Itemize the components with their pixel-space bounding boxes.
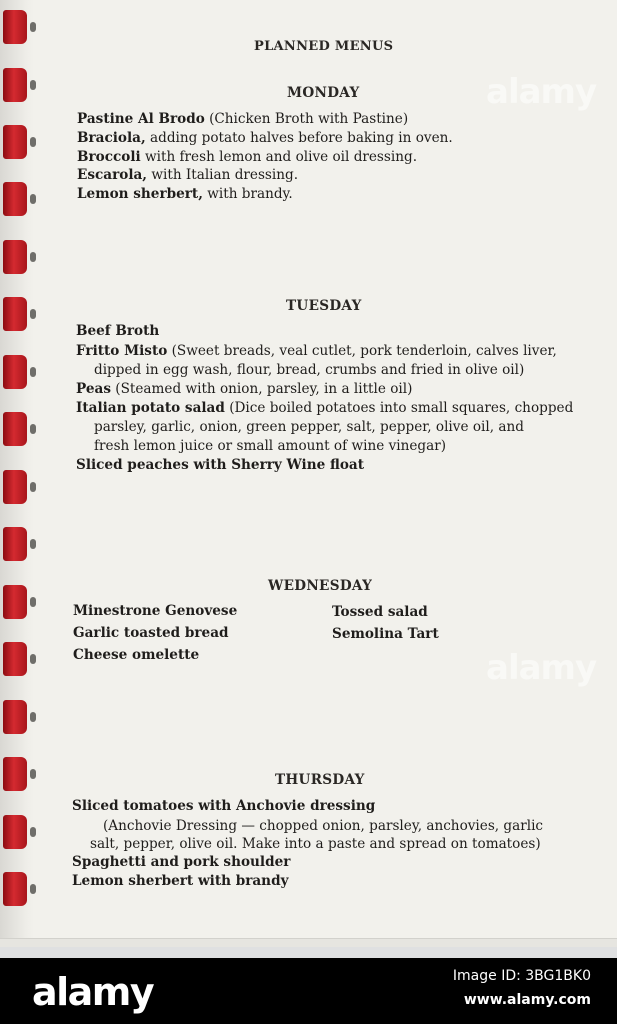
menu-line — [77, 185, 293, 203]
binding-coil — [3, 412, 35, 448]
dish-name: Broccoli — [77, 149, 141, 165]
binding-coil — [3, 872, 35, 908]
binding-coil — [3, 527, 35, 563]
thursday-heading: THURSDAY — [275, 772, 365, 788]
binding-coil — [3, 700, 35, 736]
image-id-label: Image ID: 3BG1BK0 — [452, 968, 591, 984]
binding-coil — [3, 585, 35, 621]
dish-note: salt, pepper, olive oil. Make into a paste and spread on tomatoes) — [90, 836, 541, 852]
dish-name: Sliced tomatoes with Anchovie dressing — [72, 798, 376, 814]
dish-note: adding potato halves before baking in oven. — [145, 130, 453, 146]
dish-name: Braciola, — [77, 130, 146, 146]
dish-name: Italian potato salad — [76, 400, 225, 416]
binding-coil — [3, 757, 35, 793]
binding-coil — [3, 355, 35, 391]
menu-line — [77, 129, 453, 147]
dish-name: Tossed salad — [332, 604, 428, 620]
site-url: www.alamy.com — [463, 992, 591, 1008]
monday-heading: MONDAY — [287, 85, 360, 101]
binding-coil — [3, 68, 35, 104]
dish-name: Pastine Al Brodo — [77, 111, 205, 127]
binding-coil — [3, 125, 35, 161]
menu-line — [76, 342, 557, 360]
dish-note: (Dice boiled potatoes into small squares, chopped — [224, 400, 574, 416]
dish-note: (Anchovie Dressing — chopped onion, parsley, anchovies, garlic — [103, 818, 544, 834]
dish-name: Lemon sherbert with brandy — [72, 873, 289, 889]
dish-note: (Steamed with onion, parsley, in a little oil) — [110, 381, 413, 397]
dish-note: with fresh lemon and olive oil dressing. — [140, 149, 418, 165]
dish-name: Spaghetti and pork shoulder — [72, 854, 291, 870]
tuesday-heading: TUESDAY — [286, 298, 362, 314]
dish-note: (Sweet breads, veal cutlet, pork tenderloin, calves liver, — [167, 343, 557, 359]
binding-coil — [3, 642, 35, 678]
dish-name: Sliced peaches with Sherry Wine float — [76, 457, 365, 473]
menu-line — [76, 399, 573, 417]
dish-name: Cheese omelette — [73, 647, 200, 663]
dish-note: fresh lemon juice or small amount of wine vinegar) — [94, 438, 447, 454]
dish-name: Fritto Misto — [76, 343, 168, 359]
dish-name: Lemon sherbert, — [77, 186, 203, 202]
dish-note: dipped in egg wash, flour, bread, crumbs and fried in olive oil) — [94, 362, 525, 378]
dish-note: parsley, garlic, onion, green pepper, salt, pepper, olive oil, and — [94, 419, 524, 435]
binding-coil — [3, 815, 35, 851]
wednesday-heading: WEDNESDAY — [268, 578, 373, 594]
dish-note: with brandy. — [202, 186, 293, 202]
alamy-logo: alamy — [32, 970, 154, 1014]
menu-line — [77, 148, 417, 166]
watermark: alamy — [486, 72, 597, 112]
binding-coil — [3, 470, 35, 506]
dish-name: Escarola, — [77, 167, 148, 183]
page-edge — [0, 938, 617, 947]
binding-coil — [3, 10, 35, 46]
binding-coil — [3, 240, 35, 276]
binding-coil — [3, 297, 35, 333]
dish-name: Minestrone Genovese — [73, 603, 238, 619]
page-title: PLANNED MENUS — [254, 39, 394, 54]
dish-note: with Italian dressing. — [147, 167, 299, 183]
dish-note: (Chicken Broth with Pastine) — [204, 111, 409, 127]
menu-line — [77, 110, 408, 128]
dish-name: Peas — [76, 381, 111, 397]
dish-name: Garlic toasted bread — [73, 625, 229, 641]
dish-name: Beef Broth — [76, 323, 160, 339]
stock-footer-bar — [0, 958, 617, 1024]
menu-line — [76, 380, 412, 398]
watermark: alamy — [486, 648, 597, 688]
binding-coil — [3, 182, 35, 218]
dish-name: Semolina Tart — [332, 626, 439, 642]
menu-line — [77, 166, 298, 184]
